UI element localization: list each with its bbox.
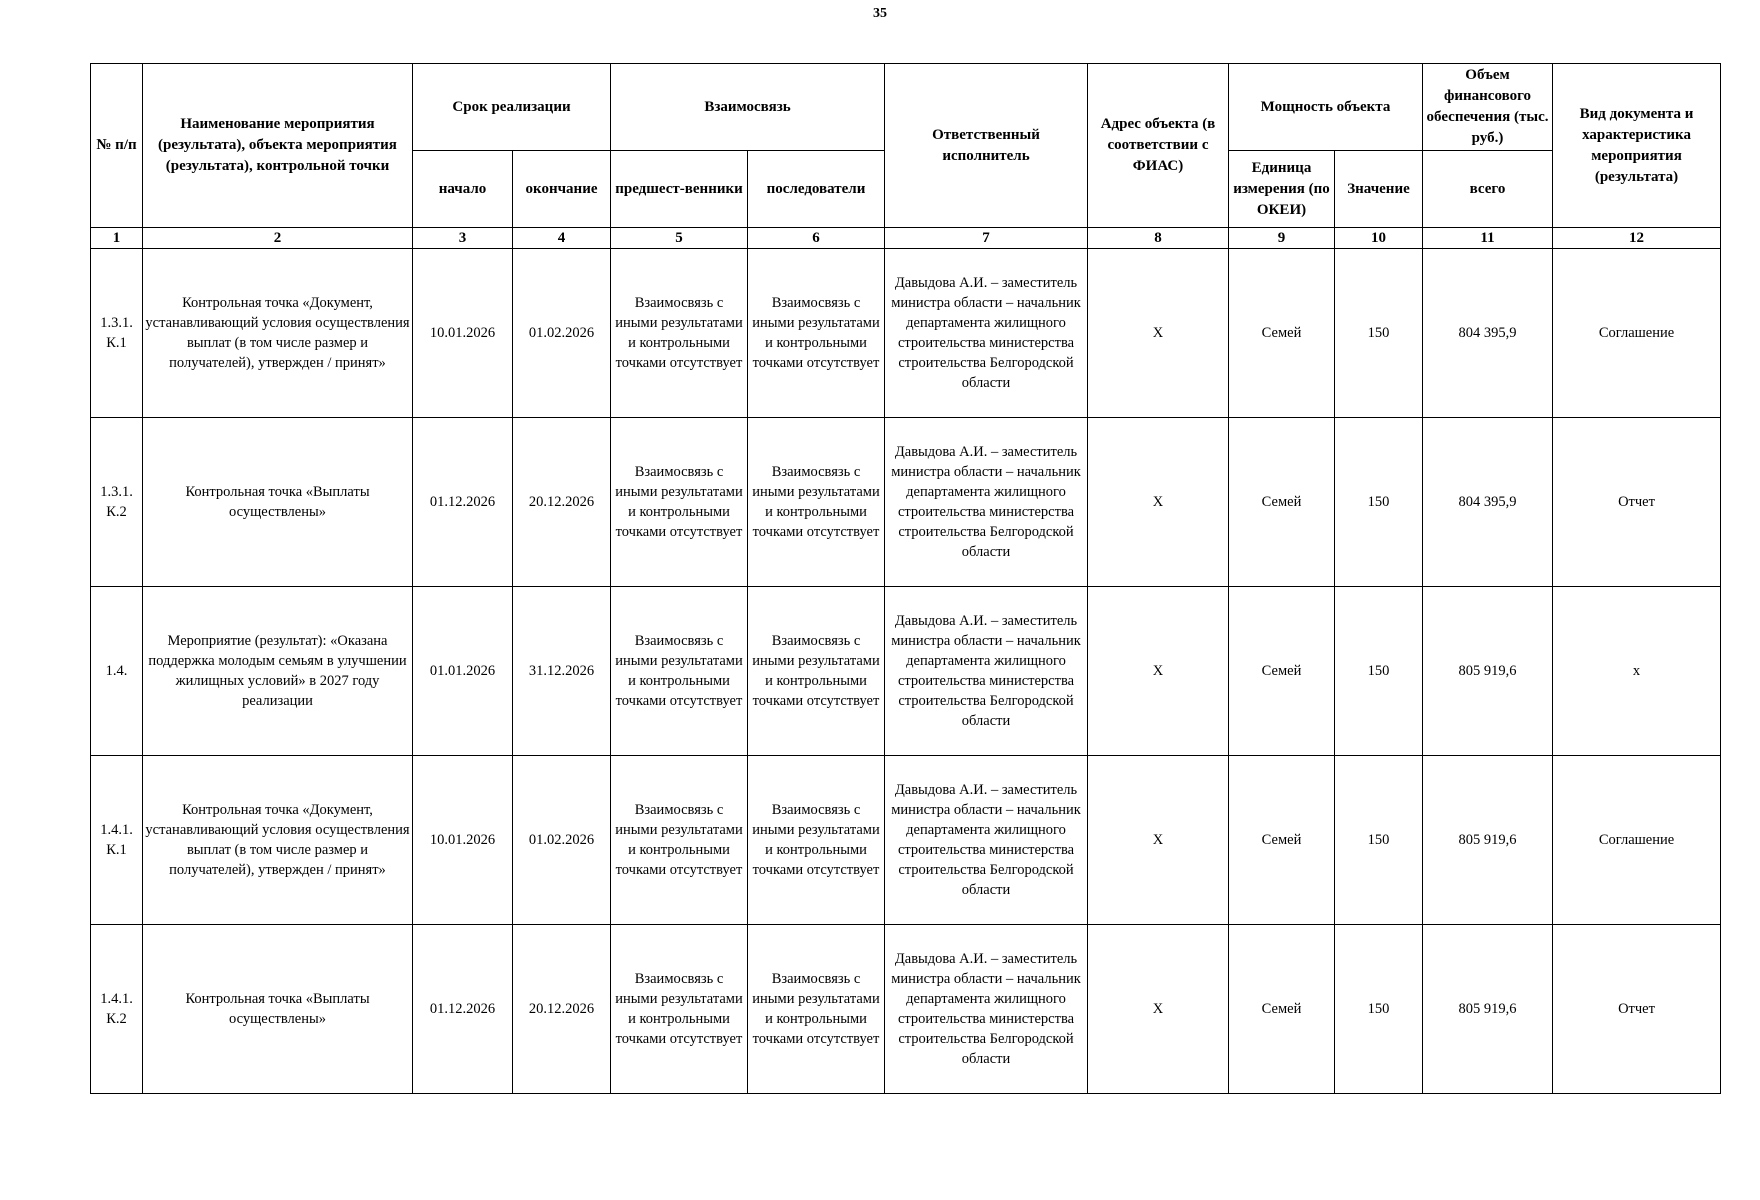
row-address: X <box>1088 249 1229 418</box>
row-next: Взаимосвязь с иными результатами и контрольными точками отсутствует <box>748 587 885 756</box>
row-num: 1.4.1. К.1 <box>91 756 143 925</box>
row-address: X <box>1088 587 1229 756</box>
table-row <box>91 249 1721 418</box>
column-number: 5 <box>611 228 748 249</box>
row-prev: Взаимосвязь с иными результатами и контрольными точками отсутствует <box>611 249 748 418</box>
column-number: 7 <box>885 228 1088 249</box>
row-total: 805 919,6 <box>1423 925 1553 1094</box>
column-number: 10 <box>1335 228 1423 249</box>
header-period: Срок реализации <box>413 64 611 151</box>
row-start-date: 10.01.2026 <box>413 249 513 418</box>
row-start-date: 01.12.2026 <box>413 925 513 1094</box>
column-number: 4 <box>513 228 611 249</box>
row-total: 804 395,9 <box>1423 418 1553 587</box>
row-doc: Соглашение <box>1553 249 1721 418</box>
row-unit: Семей <box>1229 418 1335 587</box>
row-num: 1.4.1. К.2 <box>91 925 143 1094</box>
header-relation-next: последователи <box>748 151 885 228</box>
header-capacity-value: Значение <box>1335 151 1423 228</box>
column-number: 6 <box>748 228 885 249</box>
row-prev: Взаимосвязь с иными результатами и контрольными точками отсутствует <box>611 587 748 756</box>
row-doc: Отчет <box>1553 925 1721 1094</box>
row-address: X <box>1088 756 1229 925</box>
column-number: 12 <box>1553 228 1721 249</box>
column-number: 11 <box>1423 228 1553 249</box>
row-end-date: 31.12.2026 <box>513 587 611 756</box>
header-responsible: Ответственный исполнитель <box>885 64 1088 228</box>
row-start-date: 01.01.2026 <box>413 587 513 756</box>
row-name: Контрольная точка «Выплаты осуществлены» <box>143 925 413 1094</box>
row-unit: Семей <box>1229 756 1335 925</box>
row-responsible: Давыдова А.И. – заместитель министра области – начальник департамента жилищного строительства министерства строительства Белгородской области <box>885 249 1088 418</box>
row-prev: Взаимосвязь с иными результатами и контрольными точками отсутствует <box>611 756 748 925</box>
row-start-date: 10.01.2026 <box>413 756 513 925</box>
row-end-date: 01.02.2026 <box>513 249 611 418</box>
row-doc: x <box>1553 587 1721 756</box>
table-row <box>91 418 1721 587</box>
table-row <box>91 587 1721 756</box>
row-prev: Взаимосвязь с иными результатами и контрольными точками отсутствует <box>611 418 748 587</box>
row-doc: Отчет <box>1553 418 1721 587</box>
header-relation: Взаимосвязь <box>611 64 885 151</box>
row-name: Контрольная точка «Документ, устанавливающий условия осуществления выплат (в том числе размер и получателей), утвержден / принят» <box>143 249 413 418</box>
measures-table <box>90 63 1721 1094</box>
column-number: 2 <box>143 228 413 249</box>
row-end-date: 01.02.2026 <box>513 756 611 925</box>
row-total: 804 395,9 <box>1423 249 1553 418</box>
row-end-date: 20.12.2026 <box>513 418 611 587</box>
row-responsible: Давыдова А.И. – заместитель министра области – начальник департамента жилищного строительства министерства строительства Белгородской области <box>885 756 1088 925</box>
column-number: 3 <box>413 228 513 249</box>
header-period-start: начало <box>413 151 513 228</box>
row-total: 805 919,6 <box>1423 587 1553 756</box>
row-unit: Семей <box>1229 587 1335 756</box>
row-next: Взаимосвязь с иными результатами и контрольными точками отсутствует <box>748 925 885 1094</box>
header-address: Адрес объекта (в соответствии с ФИАС) <box>1088 64 1229 228</box>
header-num: № п/п <box>91 64 143 228</box>
row-responsible: Давыдова А.И. – заместитель министра области – начальник департамента жилищного строительства министерства строительства Белгородской области <box>885 925 1088 1094</box>
row-value: 150 <box>1335 925 1423 1094</box>
column-number: 1 <box>91 228 143 249</box>
row-next: Взаимосвязь с иными результатами и контрольными точками отсутствует <box>748 249 885 418</box>
row-value: 150 <box>1335 249 1423 418</box>
row-total: 805 919,6 <box>1423 756 1553 925</box>
header-doc-type: Вид документа и характеристика мероприятия (результата) <box>1553 64 1721 228</box>
column-number: 8 <box>1088 228 1229 249</box>
row-num: 1.4. <box>91 587 143 756</box>
row-value: 150 <box>1335 587 1423 756</box>
row-responsible: Давыдова А.И. – заместитель министра области – начальник департамента жилищного строительства министерства строительства Белгородской области <box>885 418 1088 587</box>
row-doc: Соглашение <box>1553 756 1721 925</box>
row-next: Взаимосвязь с иными результатами и контрольными точками отсутствует <box>748 418 885 587</box>
row-unit: Семей <box>1229 925 1335 1094</box>
header-finance: Объем финансового обеспечения (тыс. руб.) <box>1423 64 1553 151</box>
row-name: Мероприятие (результат): «Оказана поддержка молодым семьям в улучшении жилищных условий» в 2027 году реализации <box>143 587 413 756</box>
row-name: Контрольная точка «Документ, устанавливающий условия осуществления выплат (в том числе размер и получателей), утвержден / принят» <box>143 756 413 925</box>
row-responsible: Давыдова А.И. – заместитель министра области – начальник департамента жилищного строительства министерства строительства Белгородской области <box>885 587 1088 756</box>
header-capacity: Мощность объекта <box>1229 64 1423 151</box>
header-period-end: окончание <box>513 151 611 228</box>
row-start-date: 01.12.2026 <box>413 418 513 587</box>
row-address: X <box>1088 418 1229 587</box>
column-number: 9 <box>1229 228 1335 249</box>
row-next: Взаимосвязь с иными результатами и контрольными точками отсутствует <box>748 756 885 925</box>
row-value: 150 <box>1335 418 1423 587</box>
row-end-date: 20.12.2026 <box>513 925 611 1094</box>
header-name: Наименование мероприятия (результата), объекта мероприятия (результата), контрольной точки <box>143 64 413 228</box>
row-unit: Семей <box>1229 249 1335 418</box>
row-prev: Взаимосвязь с иными результатами и контрольными точками отсутствует <box>611 925 748 1094</box>
row-address: X <box>1088 925 1229 1094</box>
row-name: Контрольная точка «Выплаты осуществлены» <box>143 418 413 587</box>
row-num: 1.3.1. К.2 <box>91 418 143 587</box>
table-row <box>91 756 1721 925</box>
row-num: 1.3.1. К.1 <box>91 249 143 418</box>
header-finance-total: всего <box>1423 151 1553 228</box>
header-capacity-unit: Единица измерения (по ОКЕИ) <box>1229 151 1335 228</box>
table-row <box>91 925 1721 1094</box>
row-value: 150 <box>1335 756 1423 925</box>
page-number: 35 <box>873 6 887 21</box>
header-relation-prev: предшест-венники <box>611 151 748 228</box>
